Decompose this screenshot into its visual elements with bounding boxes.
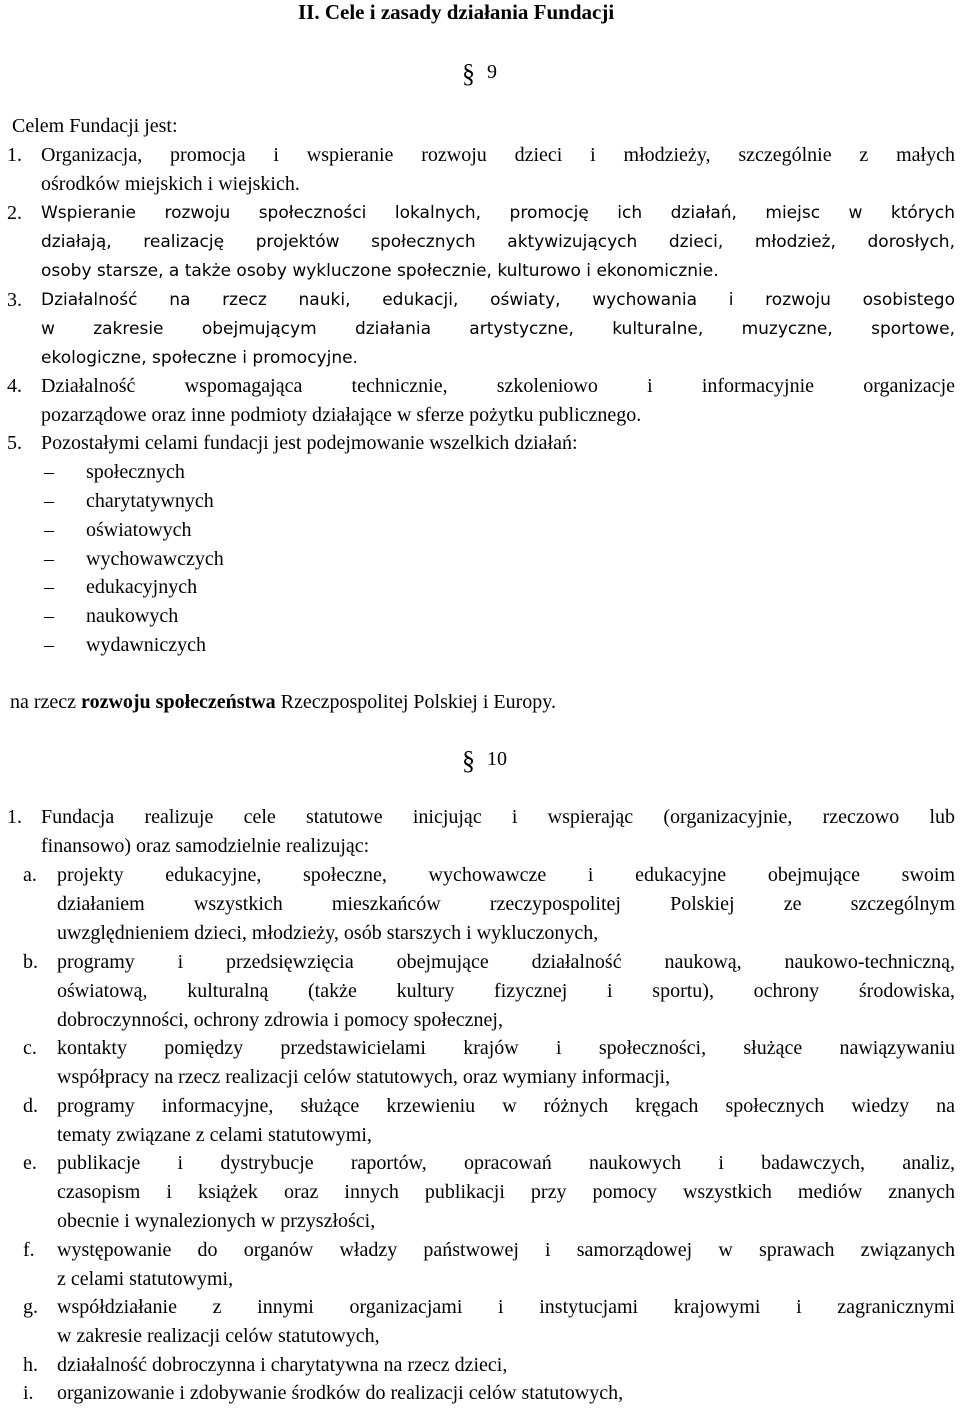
section-9-number: 9	[487, 61, 497, 83]
closing-text-bold: rozwoju społeczeństwa	[81, 691, 276, 713]
closing-text-after: Rzeczpospolitej Polskiej i Europy.	[275, 691, 556, 713]
list-item-text: wychowawczych	[86, 548, 224, 570]
item-number: 3.	[7, 289, 22, 311]
subitem-line: programy informacyjne, służące krzewieniu w różnych kręgach społecznych wiedzy na	[57, 1095, 955, 1117]
dash-bullet: –	[44, 461, 54, 483]
subitem-line: w zakresie realizacji celów statutowych,	[57, 1324, 380, 1347]
item-line: finansowo) oraz samodzielnie realizując:	[41, 834, 370, 857]
dash-bullet: –	[44, 605, 54, 627]
dash-bullet: –	[44, 548, 54, 570]
subitem-line: współdziałanie z innymi organizacjami i instytucjami krajowymi i zagranicznymi	[57, 1296, 955, 1318]
item-line: Pozostałymi celami fundacji jest podejmowanie wszelkich działań:	[41, 432, 578, 454]
subitem-letter: c.	[23, 1037, 37, 1059]
subitem-line: oświatową, kulturalną (także kultury fizycznej i sportu), ochrony środowiska,	[57, 979, 955, 1002]
item-line: Organizacja, promocja i wspieranie rozwoju dzieci i młodzieży, szczególnie z małych	[41, 144, 955, 166]
closing-text-before: na rzecz	[10, 691, 82, 713]
subitem-line: programy i przedsięwzięcia obejmujące działalność naukową, naukowo-techniczną,	[57, 951, 955, 973]
section-10-number: 10	[487, 748, 507, 770]
subitem-line: uwzględnieniem dzieci, młodzieży, osób starszych i wykluczonych,	[57, 921, 599, 944]
list-item-text: naukowych	[86, 605, 179, 627]
item-line: Działalność na rzecz nauki, edukacji, oświaty, wychowania i rozwoju osobistego	[41, 290, 955, 310]
section-sign: §	[462, 746, 475, 775]
subitem-line: obecnie i wynalezionych w przyszłości,	[57, 1209, 376, 1232]
subitem-line: organizowanie i zdobywanie środków do realizacji celów statutowych,	[57, 1382, 624, 1404]
subitem-letter: g.	[23, 1296, 38, 1318]
subitem-line: z celami statutowymi,	[57, 1267, 234, 1290]
subitem-letter: a.	[23, 864, 37, 886]
item-number: 1.	[7, 806, 22, 828]
closing-sentence	[10, 688, 556, 717]
item-line: pozarządowe oraz inne podmioty działające w sferze pożytku publicznego.	[41, 403, 642, 426]
chapter-title: II. Cele i zasady działania Fundacji	[298, 0, 615, 24]
list-item-text: wydawniczych	[86, 634, 206, 656]
item-line: osoby starsze, a także osoby wykluczone społecznie, kulturowo i ekonomicznie.	[41, 260, 719, 281]
list-item-text: charytatywnych	[86, 490, 214, 512]
section-9-marker	[462, 58, 497, 88]
item-number: 2.	[7, 202, 22, 224]
subitem-letter: h.	[23, 1354, 38, 1376]
subitem-line: publikacje i dystrybucje raportów, opracowań naukowych i badawczych, analiz,	[57, 1152, 955, 1174]
subitem-line: kontakty pomiędzy przedstawicielami krajów i społeczności, służące nawiązywaniu	[57, 1037, 955, 1059]
subitem-letter: b.	[23, 951, 38, 973]
subitem-letter: e.	[23, 1152, 37, 1174]
list-item-text: społecznych	[86, 461, 185, 483]
section-sign: §	[462, 59, 475, 88]
dash-bullet: –	[44, 490, 54, 512]
subitem-line: działalność dobroczynna i charytatywna na rzecz dzieci,	[57, 1354, 508, 1376]
dash-bullet: –	[44, 576, 54, 598]
item-line: działają, realizację projektów społecznych aktywizujących dzieci, młodzież, dorosłych,	[41, 231, 955, 252]
subitem-letter: i.	[23, 1382, 34, 1404]
item-line: w zakresie obejmującym działania artystyczne, kulturalne, muzyczne, sportowe,	[41, 318, 955, 339]
dash-bullet: –	[44, 519, 54, 541]
section-10-marker	[462, 745, 507, 775]
item-line: ekologiczne, społeczne i promocyjne.	[41, 347, 358, 368]
subitem-line: działaniem wszystkich mieszkańców rzeczypospolitej Polskiej ze szczególnym	[57, 892, 955, 915]
subitem-line: czasopism i książek oraz innych publikacji przy pomocy wszystkich mediów znanych	[57, 1180, 955, 1203]
list-item-text: oświatowych	[86, 519, 192, 541]
subitem-line: współpracy na rzecz realizacji celów statutowych, oraz wymiany informacji,	[57, 1065, 671, 1088]
list-item-text: edukacyjnych	[86, 576, 198, 598]
subitem-letter: d.	[23, 1095, 38, 1117]
subitem-line: dobroczynności, ochrony zdrowia i pomocy społecznej,	[57, 1008, 503, 1031]
item-line: Wspieranie rozwoju społeczności lokalnych, promocję ich działań, miejsc w których	[41, 203, 955, 223]
subitem-line: występowanie do organów władzy państwowej i samorządowej w sprawach związanych	[57, 1239, 955, 1261]
subitem-line: tematy związane z celami statutowymi,	[57, 1123, 372, 1146]
item-line: Fundacja realizuje cele statutowe inicjując i wspierając (organizacyjnie, rzeczowo lub	[41, 806, 955, 828]
item-line: ośrodków miejskich i wiejskich.	[41, 172, 300, 195]
subitem-letter: f.	[23, 1239, 35, 1261]
section-9-intro: Celem Fundacji jest:	[12, 115, 178, 137]
item-number: 1.	[7, 144, 22, 166]
item-number: 4.	[7, 375, 22, 397]
dash-bullet: –	[44, 634, 54, 656]
subitem-line: projekty edukacyjne, społeczne, wychowawcze i edukacyjne obejmujące swoim	[57, 864, 955, 886]
item-line: Działalność wspomagająca technicznie, szkoleniowo i informacyjnie organizacje	[41, 375, 955, 397]
item-number: 5.	[7, 432, 22, 454]
